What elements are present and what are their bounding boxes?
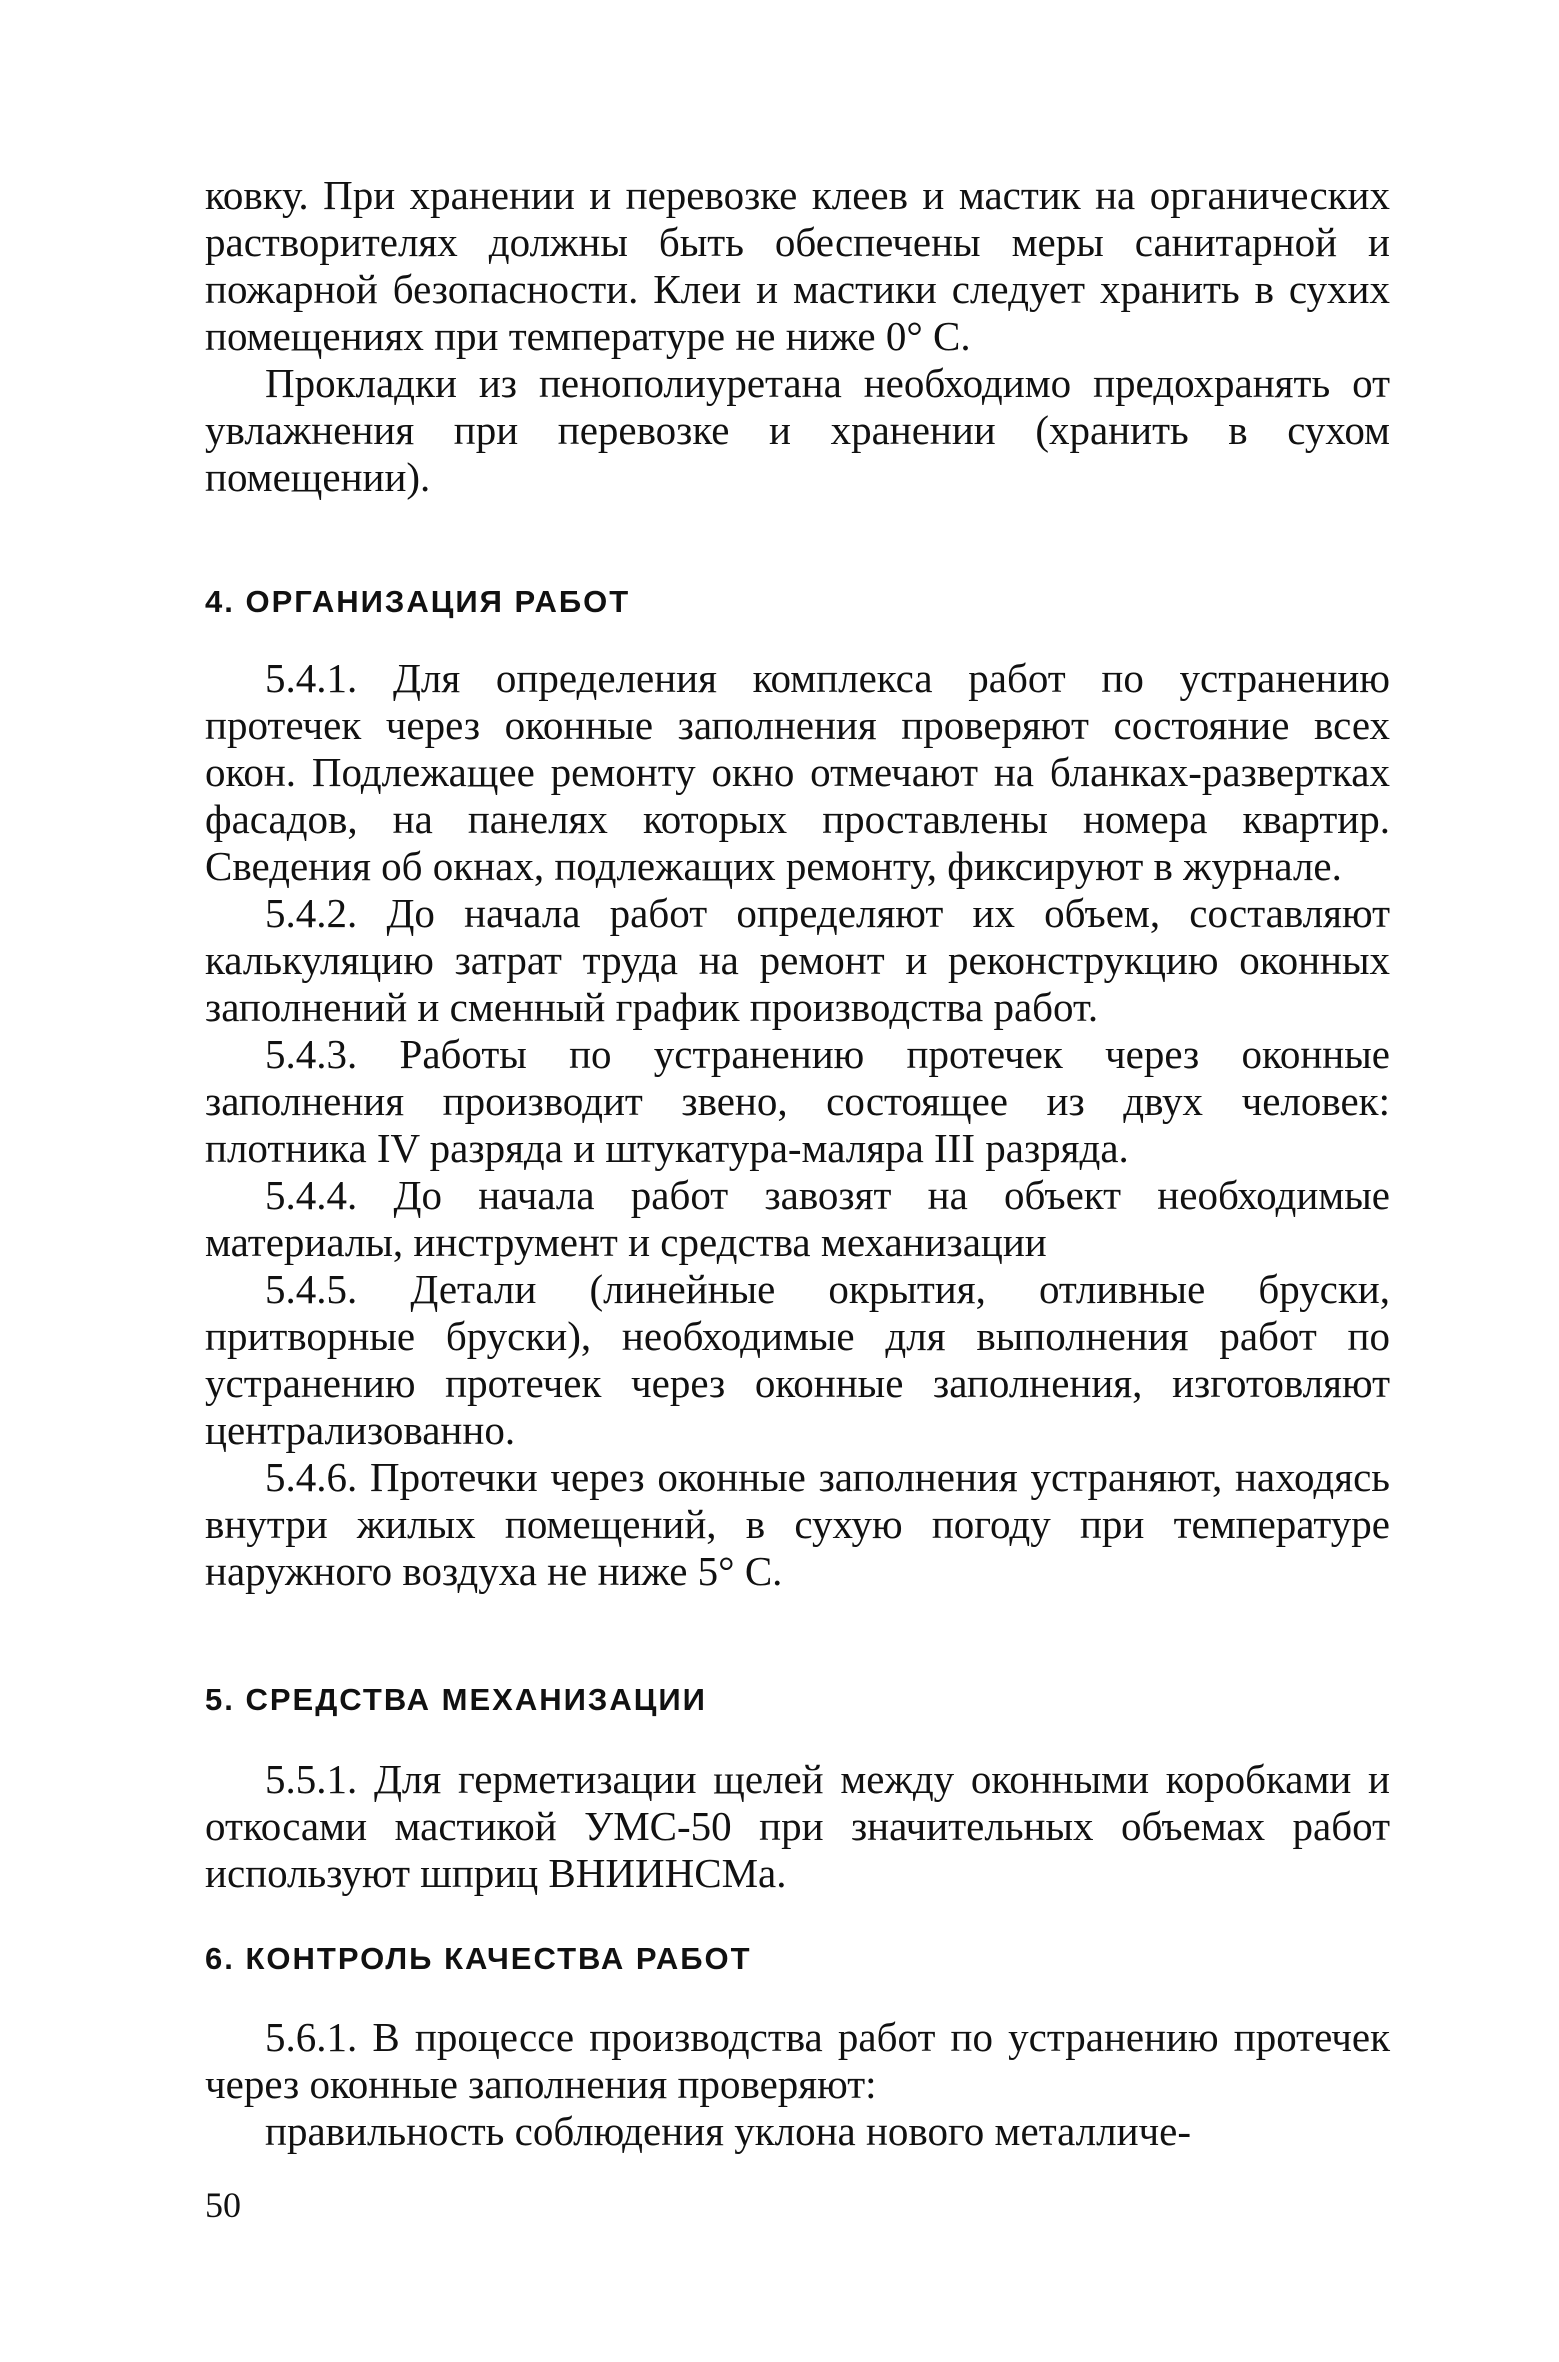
clause-5-4-3: 5.4.3. Работы по устранению протечек через оконные заполнения производит звено, состоящее из двух человек: плотника IV разряда и штукатура-маляра III разряда. xyxy=(205,1031,1390,1171)
intro-paragraph-1: ковку. При хранении и перевозке клеев и мастик на органических растворителях должны быть обеспечены меры санитарной и пожарной безопасности. Клеи и мастики следует хранить в сухих помещениях при температуре не ниже 0° С. xyxy=(205,172,1390,359)
clause-5-4-4: 5.4.4. До начала работ завозят на объект необходимые материалы, инструмент и средства механизации xyxy=(205,1172,1390,1265)
section-6-body xyxy=(205,2014,1390,2155)
section-4 xyxy=(205,582,1390,622)
intro-paragraph-2: Прокладки из пенополиуретана необходимо предохранять от увлажнения при перевозке и хранении (хранить в сухом помещении). xyxy=(205,360,1390,500)
clause-5-5-1: 5.5.1. Для герметизации щелей между оконными коробками и откосами мастикой УМС-50 при значительных объемах работ используют шприц ВНИИНСМа. xyxy=(205,1756,1390,1896)
section-4-heading: 4. ОРГАНИЗАЦИЯ РАБОТ xyxy=(205,584,631,619)
clause-5-6-1: 5.6.1. В процессе производства работ по устранению протечек через оконные заполнения проверяют: xyxy=(205,2014,1390,2107)
intro-block xyxy=(205,172,1390,501)
section-5-heading: 5. СРЕДСТВА МЕХАНИЗАЦИИ xyxy=(205,1682,707,1717)
clause-5-6-1-item: правильность соблюдения уклона нового металличе- xyxy=(265,2108,1192,2154)
section-6 xyxy=(205,1939,1390,1979)
section-5 xyxy=(205,1680,1390,1720)
section-4-body xyxy=(205,655,1390,1595)
section-6-heading: 6. КОНТРОЛЬ КАЧЕСТВА РАБОТ xyxy=(205,1941,752,1976)
clause-5-4-6: 5.4.6. Протечки через оконные заполнения устраняют, находясь внутри жилых помещений, в сухую погоду при температуре наружного воздуха не ниже 5° С. xyxy=(205,1454,1390,1594)
clause-5-4-2: 5.4.2. До начала работ определяют их объем, составляют калькуляцию затрат труда на ремонт и реконструкцию оконных заполнений и сменный график производства работ. xyxy=(205,890,1390,1030)
section-5-body xyxy=(205,1756,1390,1897)
page-number: 50 xyxy=(205,2185,241,2225)
clause-5-4-1: 5.4.1. Для определения комплекса работ по устранению протечек через оконные заполнения проверяют состояние всех окон. Подлежащее ремонту окно отмечают на бланках-развертках фасадов, на панелях которых проставлены номера квартир. Сведения об окнах, подлежащих ремонту, фиксируют в журнале. xyxy=(205,655,1390,889)
clause-5-4-5: 5.4.5. Детали (линейные окрытия, отливные бруски, притворные бруски), необходимые для выполнения работ по устранению протечек через оконные заполнения, изготовляют централизованно. xyxy=(205,1266,1390,1453)
